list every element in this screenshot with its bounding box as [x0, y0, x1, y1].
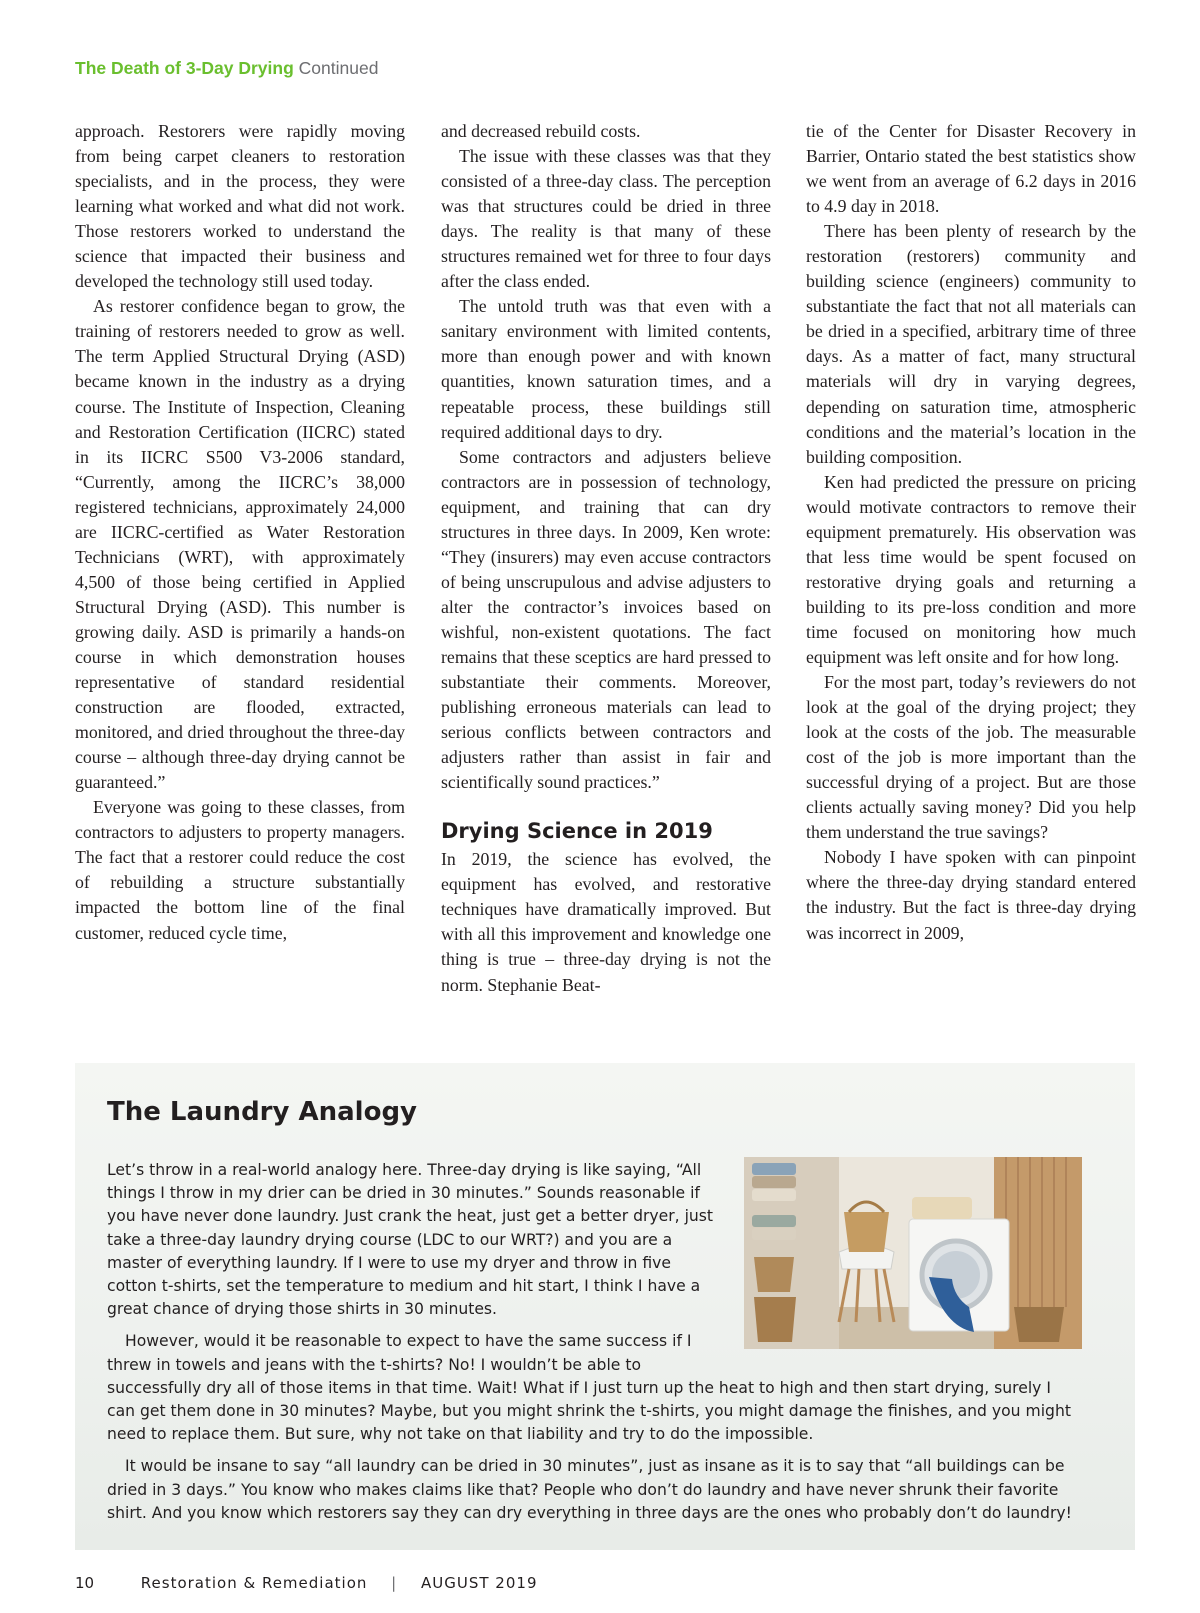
- paragraph: There has been plenty of research by the restoration (restorers) community and building science (engineers) community to substantiate the fact that not all materials can be dried in a specified, arbitrary time of three days. As a matter of fact, many structural materials will dry in varying degrees, depending on saturation time, atmospheric conditions and the material’s location in the building composition.: [806, 221, 1136, 467]
- issue-date: AUGUST 2019: [421, 1574, 538, 1592]
- sidebar-paragraph: Let’s throw in a real-world analogy here. Three-day drying is like saying, “All things I throw in my drier can be dried in 30 minutes.” Sounds reasonable if you have never done laundry. Just crank the heat, just get a better dryer, just take a three-day laundry drying course (LDC to our WRT?) and you are a master of everything laundry. If I were to use my dryer and throw in five cotton t-shirts, set the temperature to medium and hit start, I think I have a great chance of drying those shirts in 30 minutes.: [107, 1161, 714, 1319]
- column-2: [441, 119, 771, 998]
- paragraph: Ken had predicted the pressure on pricing would motivate contractors to remove their equipment prematurely. His observation was that less time would be spent focused on restorative drying goals and returning a building to its pre-loss condition and more time focused on monitoring how much equipment was left onsite and for how long.: [806, 471, 1136, 667]
- paragraph: Everyone was going to these classes, from contractors to adjusters to property managers. The fact that a restorer could reduce the cost of rebuilding a structure substantially impacted the bottom line of the final customer, reduced cycle time,: [75, 797, 405, 943]
- paragraph: For the most part, today’s reviewers do not look at the goal of the drying project; they look at the costs of the job. The measurable cost of the job is more important than the successful drying of a project. But are those clients actually saving money? Did you help them understand the true savings?: [806, 672, 1136, 843]
- publication-name: Restoration & Remediation: [140, 1574, 368, 1592]
- page-number: 10: [75, 1574, 95, 1592]
- sidebar-paragraph: However, would it be reasonable to expect to have the same success if I threw in towels and jeans with the t-shirts? No! I wouldn’t be able to successfully dry all of those items in that time. Wait! What if I just turn up the heat to high and then start drying, surely I can get them done in 30 minutes? Maybe, but you might shrink the t-shirts, you might damage the finishes, and you might need to replace them. But sure, why not take on that liability and try to do the impossible.: [107, 1332, 1071, 1444]
- paragraph: and decreased rebuild costs.: [441, 121, 641, 141]
- page-footer: [75, 1574, 537, 1592]
- laundry-room-photo: [744, 1157, 1082, 1349]
- laundry-sidebar: [75, 1063, 1135, 1550]
- paragraph: The issue with these classes was that they consisted of a three-day class. The perception was that structures could be dried in three days. The reality is that many of these structures remained wet for three to four days after the class ended.: [441, 146, 771, 292]
- running-header: [75, 58, 378, 79]
- paragraph: The untold truth was that even with a sanitary environment with limited contents, more than enough power and with known quantities, known saturation times, and a repeatable process, these buildings still required additional days to dry.: [441, 296, 771, 442]
- paragraph: tie of the Center for Disaster Recovery in Barrier, Ontario stated the best statistics show we went from an average of 6.2 days in 2016 to 4.9 day in 2018.: [806, 121, 1136, 217]
- sidebar-title: The Laundry Analogy: [107, 1097, 418, 1127]
- paragraph: As restorer confidence began to grow, the training of restorers needed to grow as well. The term Applied Structural Drying (ASD) became known in the industry as a drying course. The Institute of Inspection, Cleaning and Restoration Certification (IICRC) stated in its IICRC S500 V3-2006 standard, “Currently, among the IICRC’s 38,000 registered technicians, approximately 24,000 are IICRC-certified as Water Restoration Technicians (WRT), with approximately 4,500 of those being certified in Applied Structural Drying (ASD). This number is growing daily. ASD is primarily a hands-on course in which demonstration houses representative of standard residential construction are flooded, extracted, monitored, and dried throughout the three-day course – although three-day drying cannot be guaranteed.”: [75, 296, 405, 793]
- column-3: [806, 119, 1136, 946]
- continued-label: Continued: [298, 58, 379, 78]
- article-title: The Death of 3-Day Drying: [75, 58, 294, 78]
- sidebar-paragraph: It would be insane to say “all laundry can be dried in 30 minutes”, just as insane as it is to say that “all buildings can be dried in 3 days.” You know who makes claims like that? People who don’t do laundry and have never shrunk their favorite shirt. And you know which restorers say they can dry everything in three days are the ones who probably don’t do laundry!: [107, 1457, 1072, 1522]
- sidebar-body: [107, 1159, 1082, 1534]
- section-heading: Drying Science in 2019: [441, 819, 713, 844]
- paragraph: Some contractors and adjusters believe contractors are in possession of technology, equipment, and training that can dry structures in three days. In 2009, Ken wrote: “They (insurers) may even accuse contractors of being unscrupulous and advise adjusters to alter the contractor’s invoices based on wishful, non-existent quotations. The fact remains that these sceptics are hard pressed to substantiate their comments. Moreover, publishing erroneous materials can lead to serious conflicts between contractors and adjusters rather than assist in fair and scientifically sound practices.”: [441, 446, 771, 793]
- paragraph: approach. Restorers were rapidly moving from being carpet cleaners to restoration specialists, and in the process, they were learning what worked and what did not work. Those restorers worked to understand the science that impacted their business and developed the technology still used today.: [75, 121, 405, 292]
- column-1: [75, 119, 405, 946]
- footer-separator: |: [391, 1574, 398, 1592]
- paragraph: In 2019, the science has evolved, the equipment has evolved, and restorative techniques have dramatically improved. But with all this improvement and knowledge one thing is true – three-day drying is not the norm. Stephanie Beat-: [441, 849, 771, 995]
- paragraph: Nobody I have spoken with can pinpoint where the three-day drying standard entered the industry. But the fact is three-day drying was incorrect in 2009,: [806, 847, 1136, 943]
